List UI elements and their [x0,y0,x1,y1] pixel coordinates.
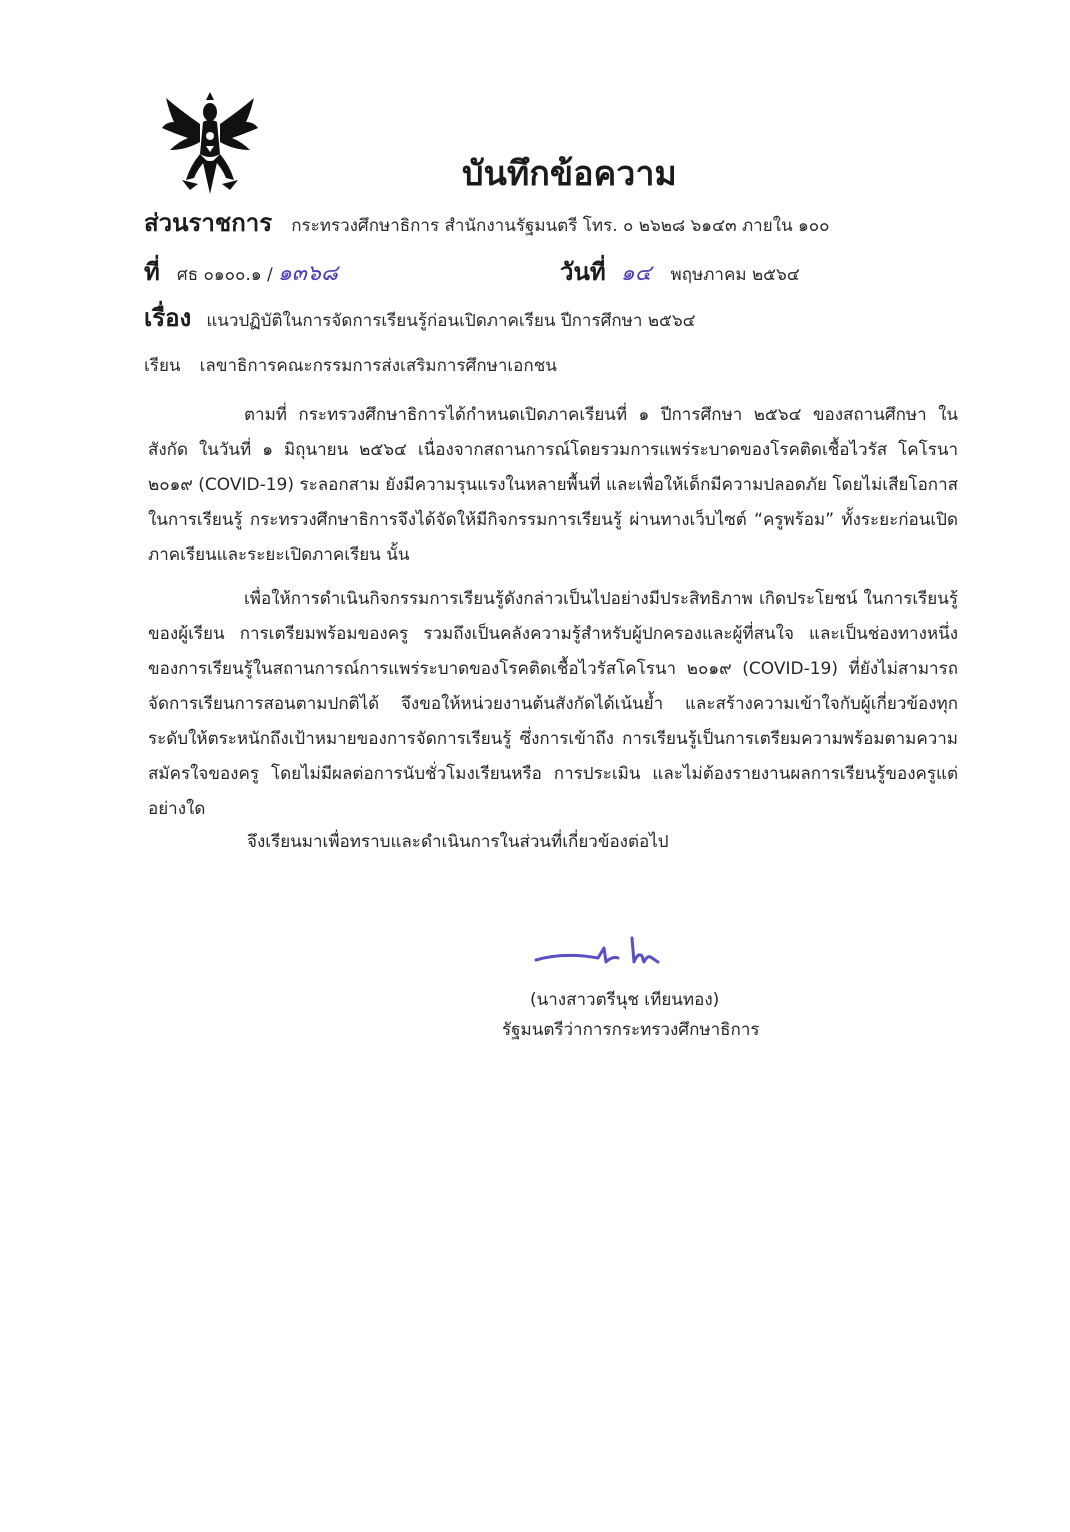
agency-label: ส่วนราชการ [144,209,273,237]
garuda-emblem-icon [160,92,260,197]
subject-value: แนวปฏิบัติในการจัดการเรียนรู้ก่อนเปิดภาคเรียน ปีการศึกษา ๒๕๖๔ [206,311,696,331]
closing-sentence: จึงเรียนมาเพื่อทราบและดำเนินการในส่วนที่เกี่ยวข้องต่อไป [247,832,669,852]
reference-number: ๑๓๖๘ [277,261,338,286]
body-paragraph-1: ตามที่ กระทรวงศึกษาธิการได้กำหนดเปิดภาคเรียนที่ ๑ ปีการศึกษา ๒๕๖๔ ของสถานศึกษา ในสังกัด ในวันที่ ๑ มิถุนายน ๒๕๖๔ เนื่องจากสถานการณ์โดยรวมการแพร่ระบาดของโรคติดเชื้อไวรัส โคโรนา ๒๐๑๙ (COVID-19) ระลอกสาม ยังมีความรุนแรงในหลายพื้นที่ และเพื่อให้เด็กมีความปลอดภัย โดยไม่เสียโอกาสในการเรียนรู้ กระทรวงศึกษาธิการจึงได้จัดให้มีกิจกรรมการเรียนรู้ ผ่านทางเว็บไซต์ “ครูพร้อม” ทั้งระยะก่อนเปิดภาคเรียนและระยะเปิดภาคเรียน นั้น [148,405,958,565]
agency-value: กระทรวงศึกษาธิการ สำนักงานรัฐมนตรี โทร. ๐ ๒๖๒๘ ๖๑๔๓ ภายใน ๑๐๐ [291,216,830,236]
reference-label: ที่ [144,258,160,286]
recipient-value: เลขาธิการคณะกรรมการส่งเสริมการศึกษาเอกชน [199,356,557,376]
recipient-label: เรียน [144,356,181,376]
body-paragraph-2: เพื่อให้การดำเนินกิจกรรมการเรียนรู้ดังกล่าวเป็นไปอย่างมีประสิทธิภาพ เกิดประโยชน์ ในการเรียนรู้ของผู้เรียน การเตรียมพร้อมของครู รวมถึงเป็นคลังความรู้สำหรับผู้ปกครองและผู้ที่สนใจ และเป็นช่องทางหนึ่งของการเรียนรู้ในสถานการณ์การแพร่ระบาดของโรคติดเชื้อไวรัสโคโรนา ๒๐๑๙ (COVID-19) ที่ยังไม่สามารถจัดการเรียนการสอนตามปกติได้ จึงขอให้หน่วยงานต้นสังกัดได้เน้นย้ำ และสร้างความเข้าใจกับผู้เกี่ยวข้องทุกระดับให้ตระหนักถึงเป้าหมายของการจัดการเรียนรู้ ซึ่งการเข้าถึง การเรียนรู้เป็นการเตรียมความพร้อมตามความสมัครใจของครู โดยไม่มีผลต่อการนับชั่วโมงเรียนหรือ การประเมิน และไม่ต้องรายงานผลการเรียนรู้ของครูแต่อย่างใด [148,589,958,819]
subject-label: เรื่อง [144,304,192,332]
recipient-row [144,352,557,379]
signature-icon [534,928,684,968]
date-row [560,252,800,291]
signer-position: รัฐมนตรีว่าการกระทรวงศึกษาธิการ [502,1020,760,1040]
document-title: บันทึกข้อความ [462,154,677,194]
subject-row [144,298,696,337]
date-month-year: พฤษภาคม ๒๕๖๔ [670,265,800,285]
signer-name: (นางสาวตรีนุช เทียนทอง) [530,990,720,1010]
agency-row [144,203,830,242]
reference-prefix: ศธ ๐๑๐๐.๑ / [176,265,273,285]
date-label: วันที่ [560,258,606,286]
reference-row [144,252,338,291]
date-day: ๑๔ [620,261,652,286]
